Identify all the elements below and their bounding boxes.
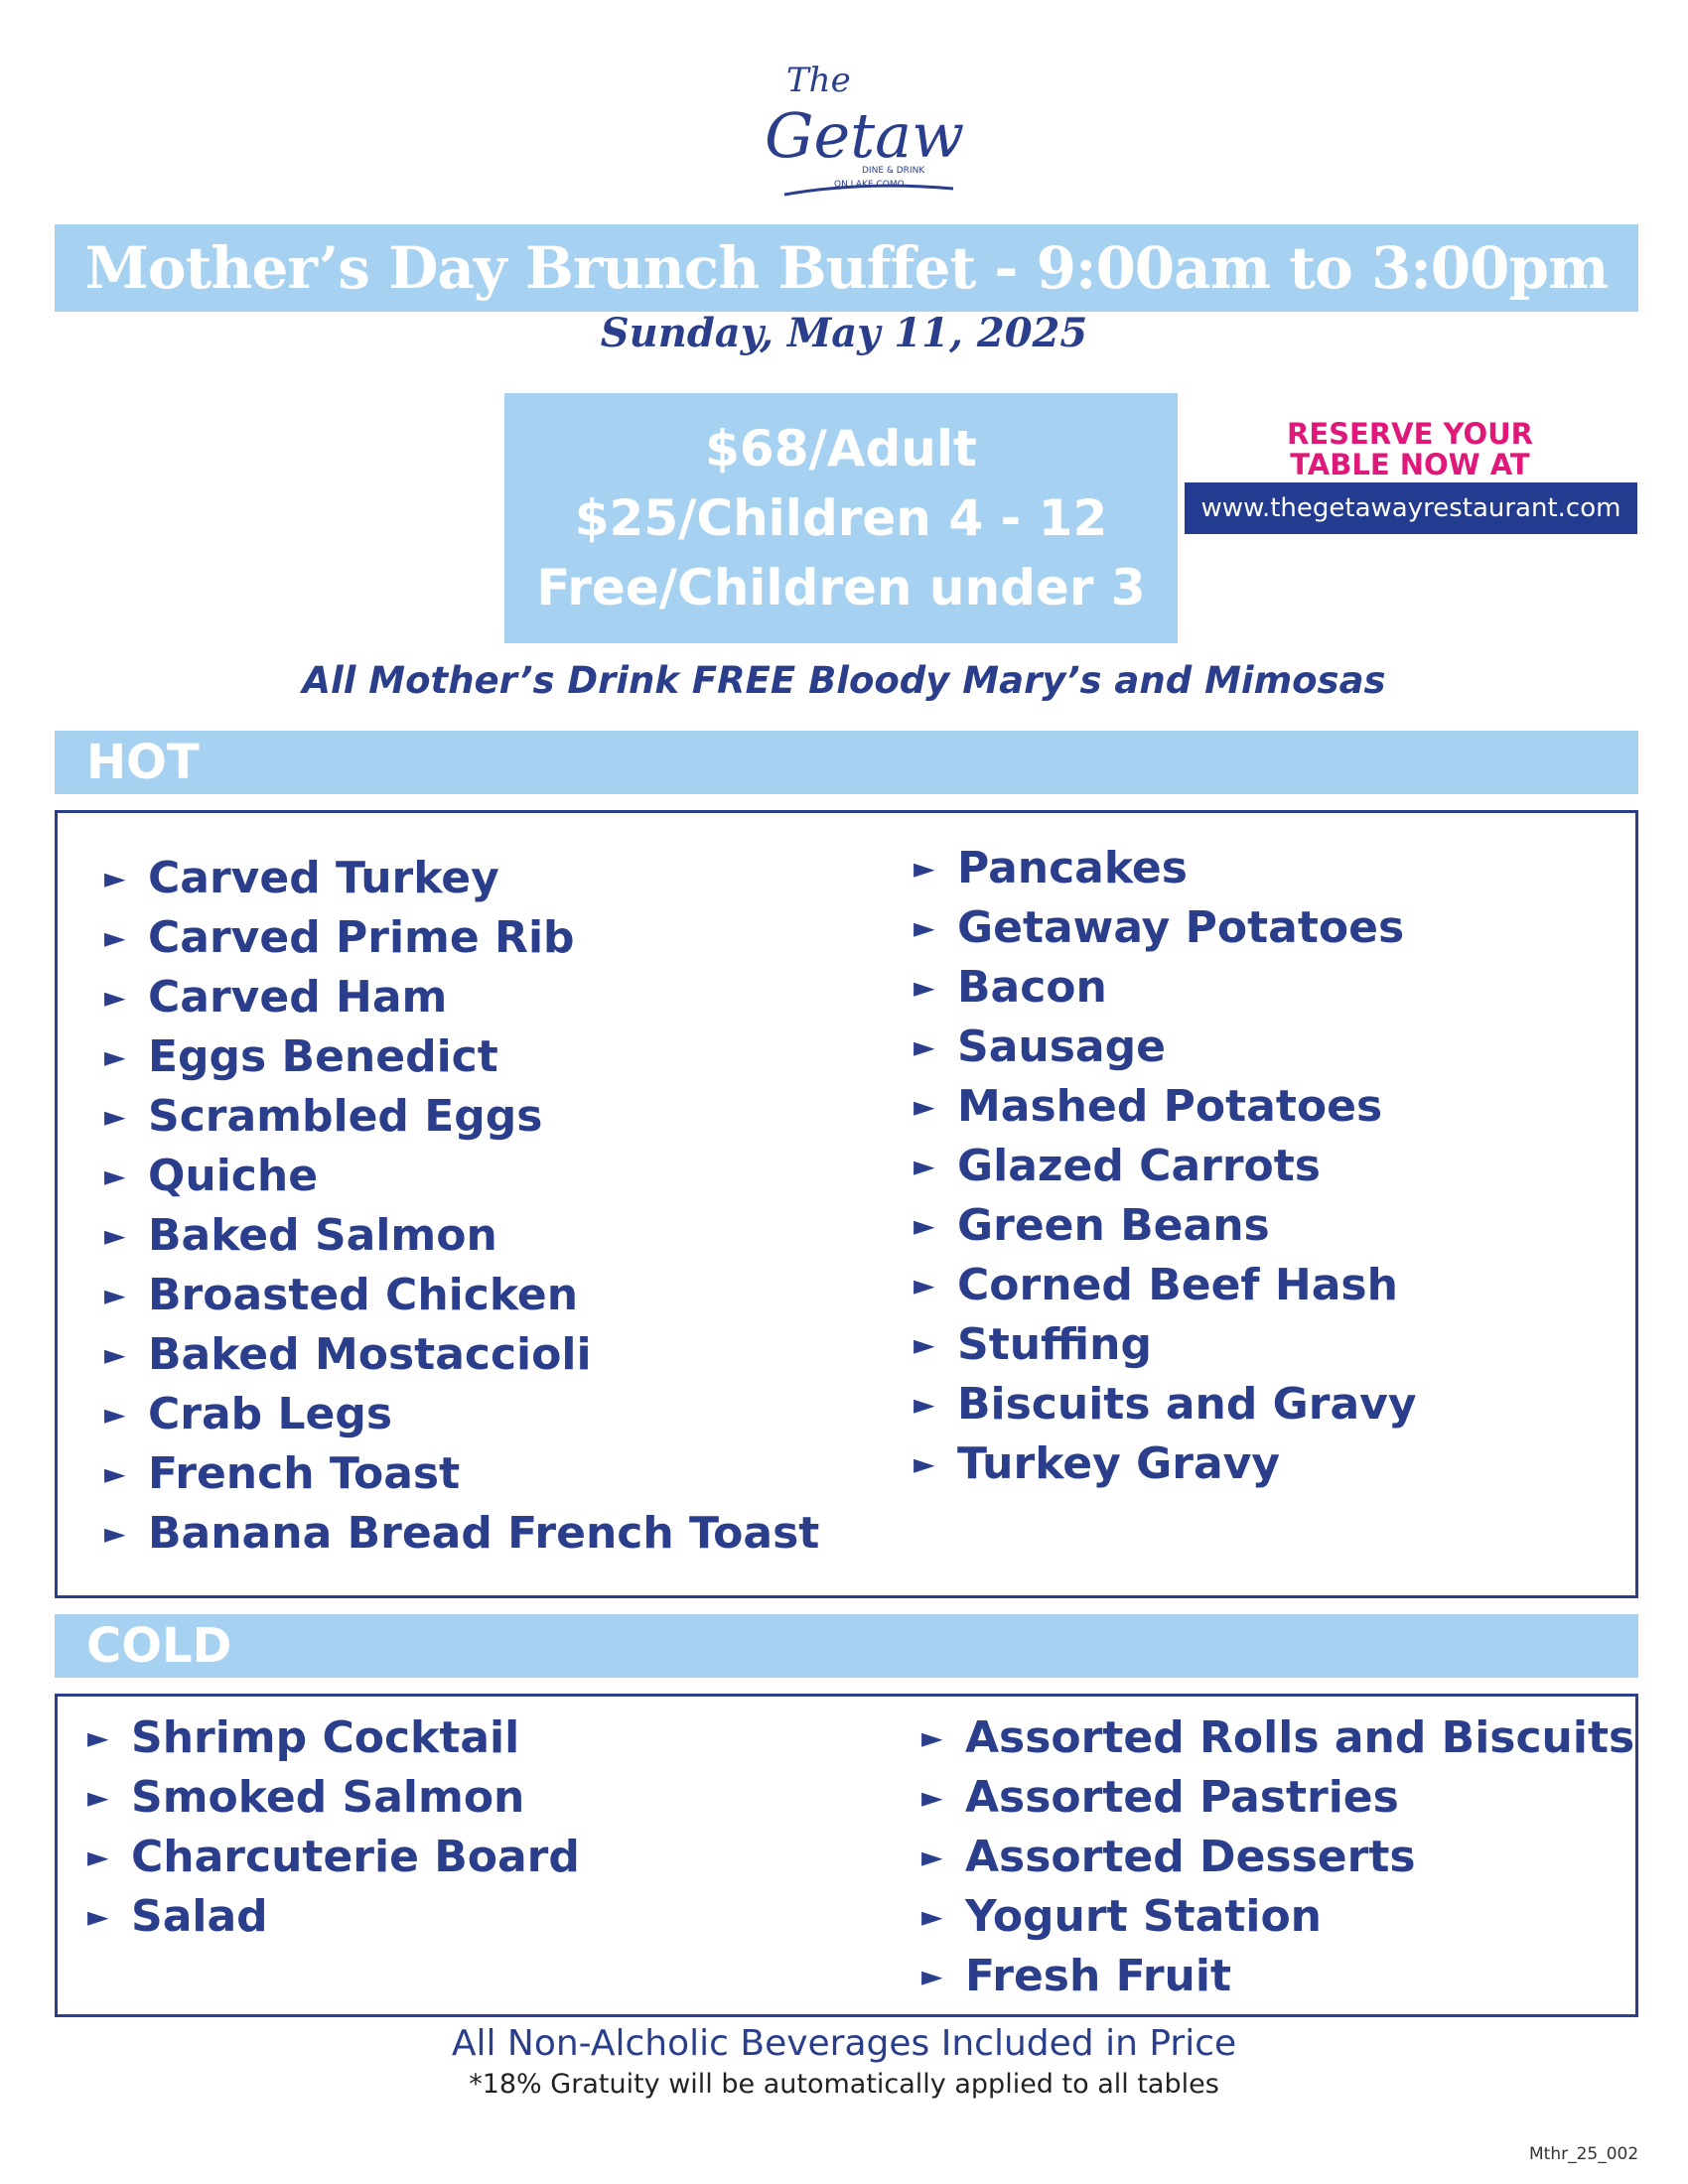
menu-item	[921, 1886, 1634, 1946]
bullet-arrow-icon: ►	[104, 1337, 126, 1371]
hot-section-header	[55, 731, 1638, 794]
menu-item	[914, 1076, 1417, 1136]
menu-item	[914, 1136, 1417, 1195]
price-adult: $68/Adult	[705, 420, 977, 478]
bullet-arrow-icon: ►	[914, 1029, 935, 1063]
menu-item	[87, 1886, 580, 1946]
bullet-arrow-icon: ►	[104, 1159, 126, 1192]
beverages-note: All Non-Alcholic Beverages Included in Price	[451, 2023, 1237, 2064]
menu-item-label: Salad	[131, 1890, 268, 1942]
menu-item	[87, 1767, 580, 1827]
menu-item-label: Assorted Rolls and Biscuits	[965, 1711, 1635, 1763]
menu-item-label: Carved Turkey	[148, 852, 499, 903]
menu-item-label: Glazed Carrots	[957, 1140, 1321, 1191]
menu-item	[914, 1314, 1417, 1374]
title-banner	[55, 224, 1638, 312]
svg-text:The: The	[786, 61, 851, 100]
menu-item-label: Biscuits and Gravy	[957, 1378, 1417, 1430]
menu-item	[104, 1026, 819, 1086]
hot-items-left-list	[104, 848, 819, 1563]
menu-item-label: French Toast	[148, 1447, 461, 1499]
menu-item	[921, 1946, 1634, 2005]
bullet-arrow-icon: ►	[921, 1840, 943, 1873]
menu-item	[104, 1086, 819, 1146]
menu-item	[914, 838, 1417, 897]
menu-item	[104, 1503, 819, 1563]
hot-items-right-list	[914, 838, 1417, 1493]
bullet-arrow-icon: ►	[104, 1278, 126, 1311]
cold-items-right-list	[921, 1707, 1634, 2005]
menu-item	[104, 1265, 819, 1324]
menu-item	[914, 1195, 1417, 1255]
reserve-callout	[1182, 419, 1638, 480]
bullet-arrow-icon: ►	[104, 1039, 126, 1073]
bullet-arrow-icon: ►	[104, 1456, 126, 1490]
menu-item-label: Carved Prime Rib	[148, 911, 575, 963]
bullet-arrow-icon: ►	[914, 1268, 935, 1301]
drinks-note: All Mother’s Drink FREE Bloody Mary’s and Mimosas	[302, 659, 1386, 702]
menu-item-label: Sausage	[957, 1021, 1166, 1072]
bullet-arrow-icon: ►	[921, 1780, 943, 1814]
menu-item-label: Banana Bread French Toast	[148, 1507, 820, 1559]
menu-item-label: Shrimp Cocktail	[131, 1711, 520, 1763]
document-code: Mthr_25_002	[1529, 2144, 1639, 2164]
bullet-arrow-icon: ►	[104, 1397, 126, 1431]
logo-tagline-1: DINE & DRINK	[862, 166, 925, 176]
bullet-arrow-icon: ►	[87, 1840, 109, 1873]
menu-item-label: Carved Ham	[148, 971, 448, 1023]
bullet-arrow-icon: ►	[914, 1327, 935, 1361]
menu-item-label: Broasted Chicken	[148, 1269, 579, 1320]
cold-section-label: COLD	[86, 1618, 232, 1674]
hot-section-label: HOT	[86, 735, 200, 790]
bullet-arrow-icon: ►	[104, 1099, 126, 1133]
menu-item-label: Stuffing	[957, 1318, 1152, 1370]
menu-item-label: Quiche	[148, 1150, 319, 1201]
menu-item-label: Bacon	[957, 961, 1107, 1013]
bullet-arrow-icon: ►	[914, 1089, 935, 1123]
event-date: Sunday, May 11, 2025	[600, 310, 1088, 356]
menu-item	[87, 1827, 580, 1886]
menu-item-label: Baked Salmon	[148, 1209, 497, 1261]
bullet-arrow-icon: ►	[104, 1218, 126, 1252]
menu-item	[104, 1205, 819, 1265]
menu-item	[87, 1707, 580, 1767]
menu-item-label: Charcuterie Board	[131, 1831, 580, 1882]
menu-item	[104, 1324, 819, 1384]
menu-item	[104, 967, 819, 1026]
menu-item-label: Green Beans	[957, 1199, 1270, 1251]
reserve-line-1: RESERVE YOUR	[1286, 417, 1533, 451]
reservation-link[interactable]: www.thegetawayrestaurant.com	[1185, 482, 1637, 534]
menu-item	[104, 1443, 819, 1503]
bullet-arrow-icon: ►	[87, 1899, 109, 1933]
bullet-arrow-icon: ►	[104, 920, 126, 954]
menu-item-label: Getaway Potatoes	[957, 901, 1405, 953]
menu-item	[914, 1017, 1417, 1076]
bullet-arrow-icon: ►	[104, 1516, 126, 1550]
restaurant-logo	[725, 50, 963, 208]
menu-item-label: Corned Beef Hash	[957, 1259, 1398, 1310]
menu-item	[914, 1255, 1417, 1314]
menu-item-label: Assorted Desserts	[965, 1831, 1416, 1882]
menu-item	[921, 1707, 1634, 1767]
menu-item-label: Eggs Benedict	[148, 1030, 498, 1082]
bullet-arrow-icon: ►	[914, 1208, 935, 1242]
bullet-arrow-icon: ►	[914, 1387, 935, 1421]
menu-item-label: Crab Legs	[148, 1388, 393, 1439]
menu-item	[914, 957, 1417, 1017]
menu-item-label: Smoked Salmon	[131, 1771, 525, 1823]
menu-item	[104, 907, 819, 967]
menu-item-label: Yogurt Station	[965, 1890, 1323, 1942]
bullet-arrow-icon: ►	[914, 1446, 935, 1480]
reserve-line-2: TABLE NOW AT	[1290, 448, 1530, 481]
cold-items-left-list	[87, 1707, 580, 1946]
menu-item-label: Scrambled Eggs	[148, 1090, 543, 1142]
price-children: $25/Children 4 - 12	[574, 489, 1108, 547]
bullet-arrow-icon: ►	[921, 1720, 943, 1754]
menu-item-label: Pancakes	[957, 842, 1188, 893]
menu-item	[921, 1827, 1634, 1886]
bullet-arrow-icon: ►	[914, 851, 935, 885]
bullet-arrow-icon: ►	[87, 1720, 109, 1754]
menu-item-label: Mashed Potatoes	[957, 1080, 1383, 1132]
pricing-box	[504, 393, 1178, 643]
bullet-arrow-icon: ►	[914, 970, 935, 1004]
bullet-arrow-icon: ►	[104, 861, 126, 894]
menu-item	[921, 1767, 1634, 1827]
menu-item	[914, 1433, 1417, 1493]
menu-item	[104, 1146, 819, 1205]
menu-item-label: Turkey Gravy	[957, 1437, 1280, 1489]
menu-item	[914, 897, 1417, 957]
bullet-arrow-icon: ►	[87, 1780, 109, 1814]
menu-item	[914, 1374, 1417, 1433]
bullet-arrow-icon: ►	[921, 1899, 943, 1933]
menu-item	[104, 848, 819, 907]
svg-text:Getaway: Getaw	[765, 99, 963, 172]
gratuity-note: *18% Gratuity will be automatically applied to all tables	[469, 2069, 1219, 2100]
bullet-arrow-icon: ►	[921, 1959, 943, 1992]
price-free: Free/Children under 3	[536, 559, 1146, 616]
menu-item	[104, 1384, 819, 1443]
menu-item-label: Baked Mostaccioli	[148, 1328, 592, 1380]
menu-item-label: Fresh Fruit	[965, 1950, 1231, 2001]
page-title: Mother’s Day Brunch Buffet - 9:00am to 3:00pm	[84, 234, 1609, 302]
bullet-arrow-icon: ►	[104, 980, 126, 1014]
bullet-arrow-icon: ►	[914, 1149, 935, 1182]
cold-section-header	[55, 1614, 1638, 1678]
logo-tagline-2: ON LAKE COMO	[834, 180, 905, 190]
bullet-arrow-icon: ►	[914, 910, 935, 944]
menu-item-label: Assorted Pastries	[965, 1771, 1399, 1823]
